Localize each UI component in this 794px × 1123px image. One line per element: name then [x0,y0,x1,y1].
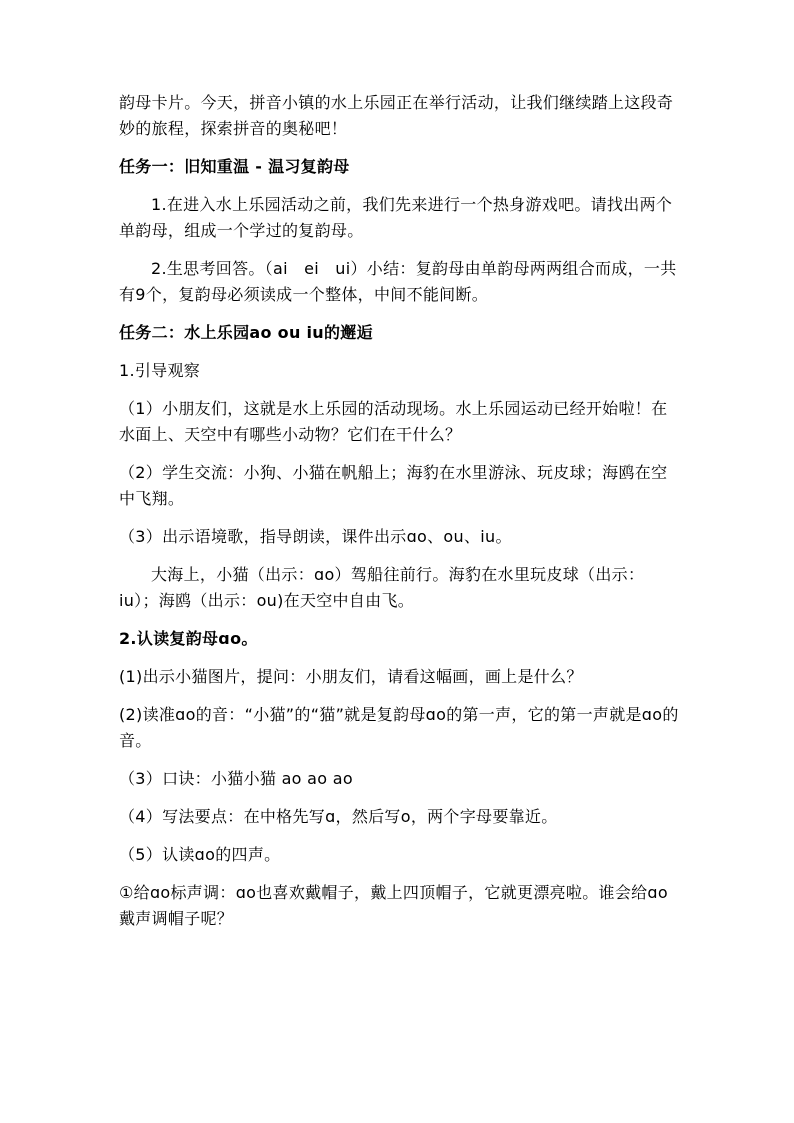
document-page [119,90,679,944]
task1-step2: 2.生思考回答。（ai ei ui）小结：复韵母由单韵母两两组合而成，一共有9个，复韵母必须读成一个整体，中间不能间断。 [119,259,677,304]
task2-guide-1: （1）小朋友们，这就是水上乐园的活动现场。水上乐园运动已经开始啦！在水面上、天空中有哪些小动物？它们在干什么？ [119,399,668,444]
ao-step-4: （4）写法要点：在中格先写ɑ，然后写o，两个字母要靠近。 [119,807,558,826]
ao-step-1: (1)出示小猫图片，提问：小朋友们，请看这幅画，画上是什么？ [119,667,583,686]
task2-read-ao: 2.认读复韵母ɑo。 [119,629,258,648]
task2-heading: 任务二：水上乐园ao ou iu的邂逅 [119,323,373,342]
ao-step-2: (2)读准ɑo的音：“小猫”的“猫”就是复韵母ɑo的第一声，它的第一声就是ɑo的音。 [119,705,679,750]
task1-heading: 任务一：旧知重温 - 温习复韵母 [119,157,350,176]
task2-guide-3: （3）出示语境歌，指导朗读，课件出示ɑo、ou、iu。 [119,527,512,546]
task2-song: 大海上，小猫（出示：ɑo）驾船往前行。海豹在水里玩皮球（出示：iu）；海鸥（出示：ou)在天空中自由飞。 [119,565,645,610]
task2-guide-2: （2）学生交流：小狗、小猫在帆船上；海豹在水里游泳、玩皮球；海鸥在空中飞翔。 [119,463,668,508]
task1-step1: 1.在进入水上乐园活动之前，我们先来进行一个热身游戏吧。请找出两个单韵母，组成一个学过的复韵母。 [119,195,673,240]
paragraph-intro: 韵母卡片。今天，拼音小镇的水上乐园正在举行活动，让我们继续踏上这段奇妙的旅程，探索拼音的奥秘吧！ [119,93,674,138]
ao-tone: ①给ɑo标声调：ɑo也喜欢戴帽子，戴上四顶帽子，它就更漂亮啦。谁会给ɑo戴声调帽子呢？ [119,883,668,928]
task2-guide: 1.引导观察 [119,361,201,380]
ao-step-3: （3）口诀：小猫小猫 ao ao ao [119,769,353,788]
ao-step-5: （5）认读ɑo的四声。 [119,845,281,864]
